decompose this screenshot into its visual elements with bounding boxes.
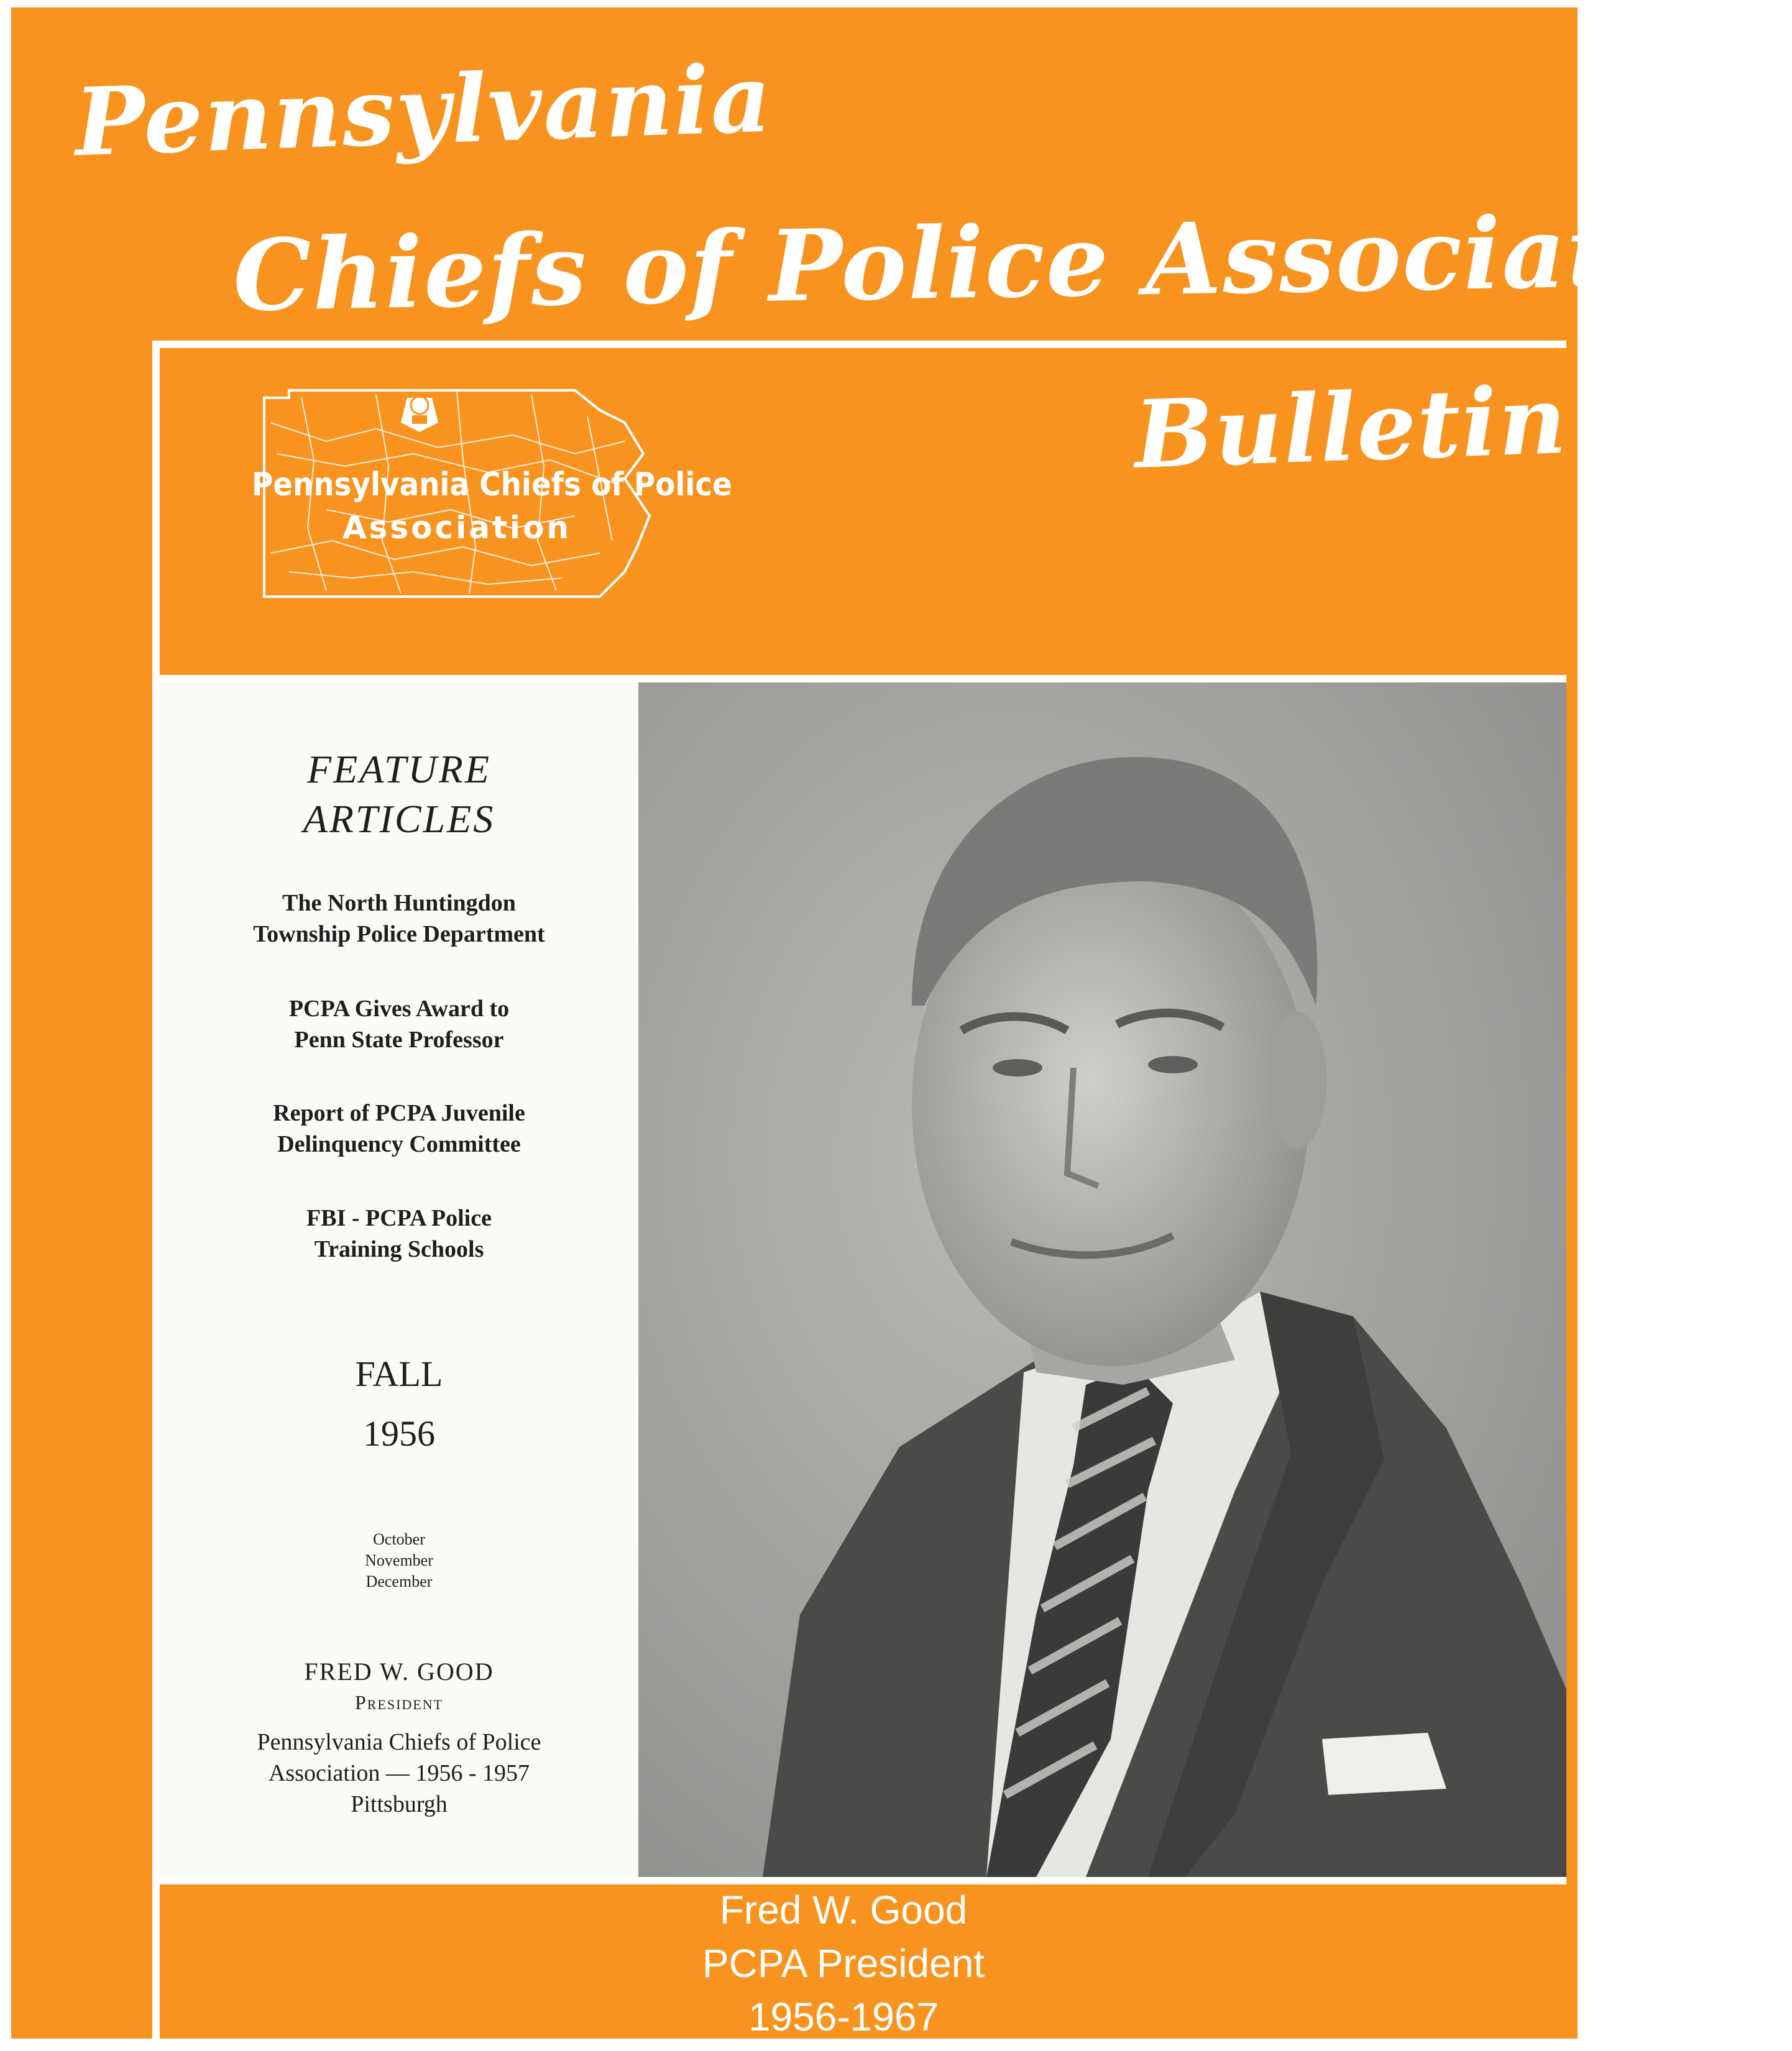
president-org-line2: Association — 1956 - 1957 [268,1760,530,1786]
president-title: President [354,1691,444,1714]
article-item [160,1203,638,1265]
feature-articles-heading [160,745,638,844]
president-organization [160,1727,638,1820]
issue-month: December [365,1572,433,1590]
association-logo [252,385,732,609]
portrait-image [638,682,1566,1877]
article-title-line2: Training Schools [314,1236,484,1262]
issue-month: November [365,1551,433,1569]
frame-line-top [152,341,1566,348]
article-title-line1: The North Huntingdon [282,890,516,916]
article-title-line1: FBI - PCPA Police [306,1205,492,1231]
masthead-line-bulletin: Bulletin [1133,365,1569,490]
president-name: FRED W. GOOD [304,1658,494,1686]
article-title-line2: Township Police Department [253,921,545,947]
article-title-line2: Penn State Professor [294,1027,504,1053]
feature-heading-line2: ARTICLES [303,797,495,841]
issue-months [160,1529,638,1592]
caption-name: Fred W. Good [719,1888,968,1932]
article-item [160,888,638,950]
logo-text-line2: Association [342,510,572,546]
issue-month: October [373,1530,425,1548]
caption-years: 1956-1967 [748,1994,939,2039]
article-title-line2: Delinquency Committee [277,1131,521,1157]
masthead-line-pennsylvania: Pennsylvania [73,44,774,178]
article-item [160,993,638,1055]
article-title-line1: PCPA Gives Award to [288,996,510,1022]
president-portrait-photo [638,682,1566,1877]
article-title-line1: Report of PCPA Juvenile [273,1100,525,1126]
caption-title: PCPA President [702,1941,985,1986]
article-item [160,1098,638,1160]
president-city: Pittsburgh [351,1791,448,1817]
issue-year: 1956 [363,1413,435,1454]
photo-caption [638,1883,1049,2044]
president-org-line1: Pennsylvania Chiefs of Police [257,1729,541,1755]
contents-panel [160,682,638,1877]
issue-season: FALL [355,1354,443,1394]
feature-heading-line1: FEATURE [307,747,491,791]
masthead-line-association: Chiefs of Police Association [232,191,1792,334]
logo-text-line1: Pennsylvania Chiefs of Police [252,466,732,503]
issue-date [160,1344,638,1464]
frame-line-middle [152,675,1566,682]
frame-line-left [152,341,160,2039]
